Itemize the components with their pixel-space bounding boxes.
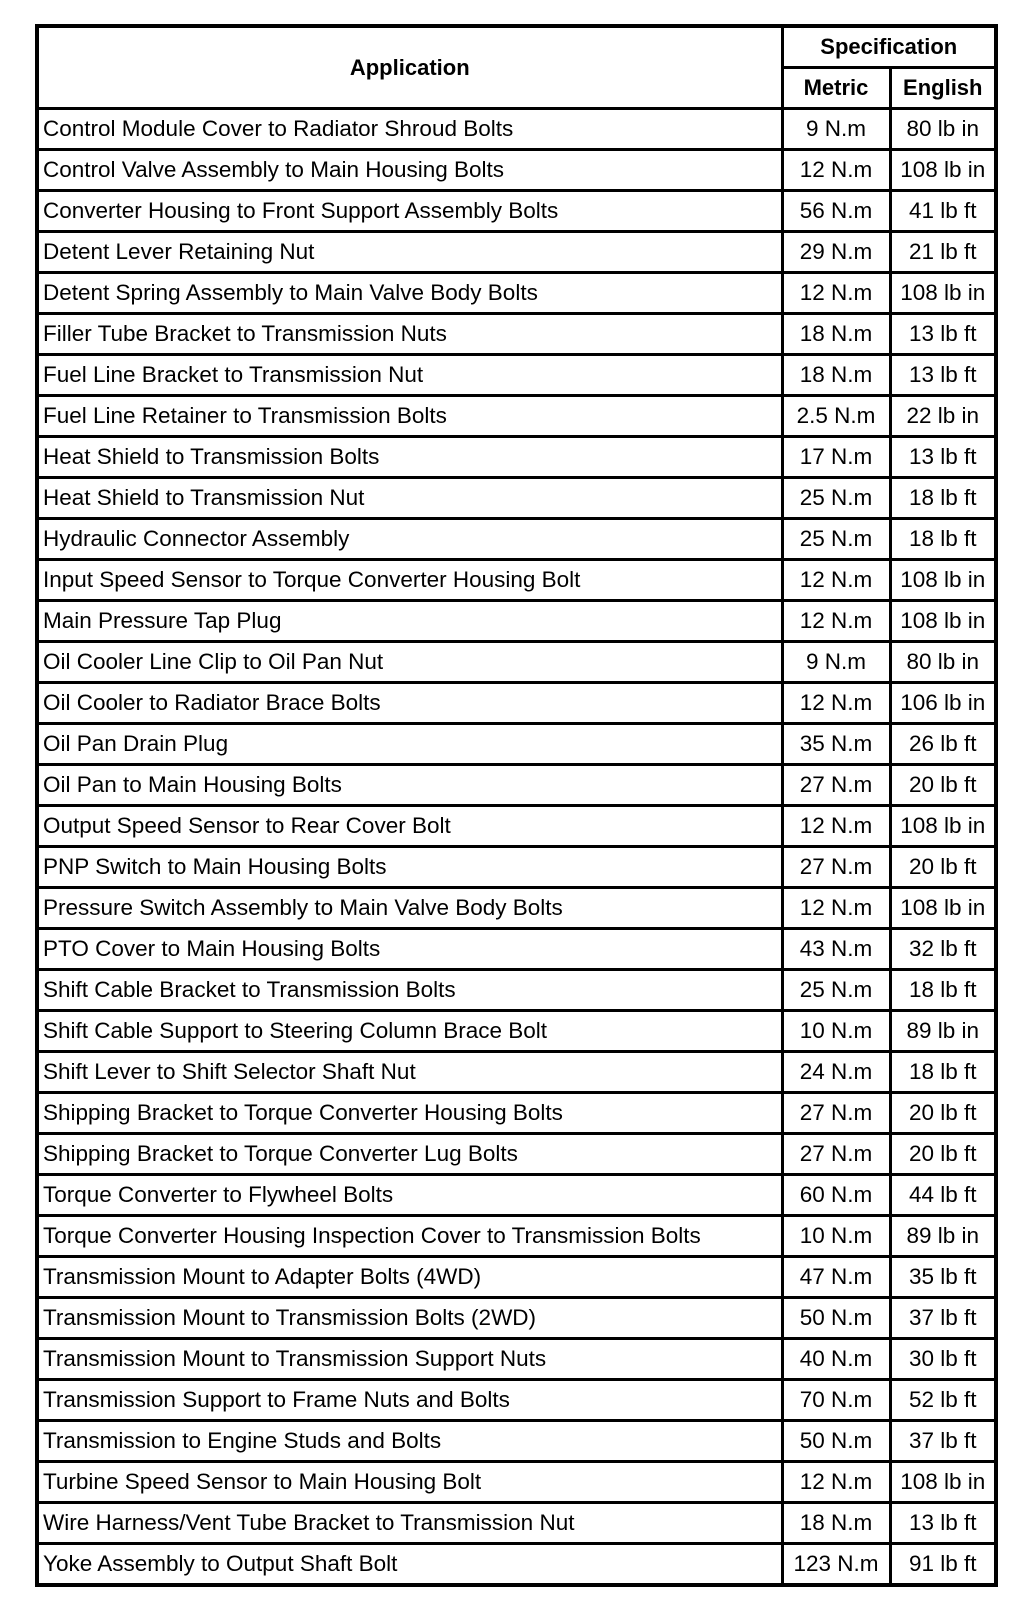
table-header: [37, 26, 996, 109]
table-row: [37, 601, 996, 642]
english-cell: 18 lb ft: [890, 970, 996, 1011]
english-cell: 13 lb ft: [890, 1503, 996, 1544]
table-row: [37, 232, 996, 273]
application-cell: Oil Pan to Main Housing Bolts: [37, 765, 782, 806]
english-cell: 26 lb ft: [890, 724, 996, 765]
metric-cell: 56 N.m: [782, 191, 890, 232]
application-cell: Oil Cooler Line Clip to Oil Pan Nut: [37, 642, 782, 683]
english-cell: 32 lb ft: [890, 929, 996, 970]
application-cell: Fuel Line Retainer to Transmission Bolts: [37, 396, 782, 437]
application-cell: Output Speed Sensor to Rear Cover Bolt: [37, 806, 782, 847]
metric-cell: 25 N.m: [782, 970, 890, 1011]
english-cell: 13 lb ft: [890, 314, 996, 355]
application-cell: Turbine Speed Sensor to Main Housing Bolt: [37, 1462, 782, 1503]
metric-cell: 12 N.m: [782, 560, 890, 601]
table-row: [37, 1216, 996, 1257]
application-cell: Control Module Cover to Radiator Shroud Bolts: [37, 109, 782, 150]
metric-cell: 60 N.m: [782, 1175, 890, 1216]
metric-cell: 12 N.m: [782, 683, 890, 724]
table-row: [37, 1011, 996, 1052]
metric-cell: 25 N.m: [782, 519, 890, 560]
table-row: [37, 765, 996, 806]
table-row: [37, 847, 996, 888]
application-cell: Hydraulic Connector Assembly: [37, 519, 782, 560]
application-cell: Transmission Mount to Transmission Bolts (2WD): [37, 1298, 782, 1339]
application-cell: Detent Spring Assembly to Main Valve Body Bolts: [37, 273, 782, 314]
table-row: [37, 683, 996, 724]
table-row: [37, 1134, 996, 1175]
metric-cell: 2.5 N.m: [782, 396, 890, 437]
metric-cell: 47 N.m: [782, 1257, 890, 1298]
table-row: [37, 1462, 996, 1503]
table-row: [37, 724, 996, 765]
application-cell: Heat Shield to Transmission Bolts: [37, 437, 782, 478]
english-cell: 18 lb ft: [890, 1052, 996, 1093]
table-row: [37, 314, 996, 355]
english-cell: 80 lb in: [890, 109, 996, 150]
metric-cell: 18 N.m: [782, 314, 890, 355]
metric-cell: 12 N.m: [782, 273, 890, 314]
metric-cell: 50 N.m: [782, 1421, 890, 1462]
metric-cell: 12 N.m: [782, 806, 890, 847]
english-cell: 13 lb ft: [890, 355, 996, 396]
application-cell: Yoke Assembly to Output Shaft Bolt: [37, 1544, 782, 1586]
metric-cell: 10 N.m: [782, 1011, 890, 1052]
english-cell: 44 lb ft: [890, 1175, 996, 1216]
application-cell: Detent Lever Retaining Nut: [37, 232, 782, 273]
table-row: [37, 1298, 996, 1339]
table-row: [37, 355, 996, 396]
table-row: [37, 437, 996, 478]
header-application: Application: [37, 26, 782, 109]
table-row: [37, 1093, 996, 1134]
application-cell: Transmission to Engine Studs and Bolts: [37, 1421, 782, 1462]
english-cell: 41 lb ft: [890, 191, 996, 232]
metric-cell: 12 N.m: [782, 150, 890, 191]
metric-cell: 43 N.m: [782, 929, 890, 970]
english-cell: 91 lb ft: [890, 1544, 996, 1586]
table-row: [37, 191, 996, 232]
application-cell: Shift Cable Support to Steering Column Brace Bolt: [37, 1011, 782, 1052]
application-cell: Shift Lever to Shift Selector Shaft Nut: [37, 1052, 782, 1093]
application-cell: Main Pressure Tap Plug: [37, 601, 782, 642]
table-row: [37, 1339, 996, 1380]
table-row: [37, 1503, 996, 1544]
metric-cell: 70 N.m: [782, 1380, 890, 1421]
english-cell: 18 lb ft: [890, 519, 996, 560]
english-cell: 20 lb ft: [890, 847, 996, 888]
table-row: [37, 970, 996, 1011]
table-row: [37, 806, 996, 847]
metric-cell: 35 N.m: [782, 724, 890, 765]
english-cell: 37 lb ft: [890, 1298, 996, 1339]
english-cell: 37 lb ft: [890, 1421, 996, 1462]
table-row: [37, 642, 996, 683]
table-row: [37, 1380, 996, 1421]
header-metric: Metric: [782, 68, 890, 109]
metric-cell: 24 N.m: [782, 1052, 890, 1093]
table-row: [37, 929, 996, 970]
metric-cell: 50 N.m: [782, 1298, 890, 1339]
english-cell: 108 lb in: [890, 601, 996, 642]
metric-cell: 27 N.m: [782, 847, 890, 888]
table-row: [37, 1421, 996, 1462]
metric-cell: 9 N.m: [782, 109, 890, 150]
metric-cell: 27 N.m: [782, 1093, 890, 1134]
metric-cell: 27 N.m: [782, 1134, 890, 1175]
metric-cell: 12 N.m: [782, 888, 890, 929]
english-cell: 20 lb ft: [890, 765, 996, 806]
application-cell: Input Speed Sensor to Torque Converter Housing Bolt: [37, 560, 782, 601]
table-row: [37, 273, 996, 314]
english-cell: 108 lb in: [890, 806, 996, 847]
torque-specification-table: [35, 24, 998, 1587]
application-cell: Fuel Line Bracket to Transmission Nut: [37, 355, 782, 396]
table-row: [37, 1257, 996, 1298]
application-cell: Transmission Support to Frame Nuts and Bolts: [37, 1380, 782, 1421]
application-cell: PTO Cover to Main Housing Bolts: [37, 929, 782, 970]
table-row: [37, 396, 996, 437]
english-cell: 108 lb in: [890, 273, 996, 314]
english-cell: 89 lb in: [890, 1011, 996, 1052]
application-cell: Oil Cooler to Radiator Brace Bolts: [37, 683, 782, 724]
english-cell: 52 lb ft: [890, 1380, 996, 1421]
table-row: [37, 1052, 996, 1093]
application-cell: Transmission Mount to Transmission Support Nuts: [37, 1339, 782, 1380]
application-cell: Pressure Switch Assembly to Main Valve Body Bolts: [37, 888, 782, 929]
application-cell: Converter Housing to Front Support Assembly Bolts: [37, 191, 782, 232]
application-cell: Oil Pan Drain Plug: [37, 724, 782, 765]
application-cell: Transmission Mount to Adapter Bolts (4WD): [37, 1257, 782, 1298]
metric-cell: 17 N.m: [782, 437, 890, 478]
metric-cell: 18 N.m: [782, 1503, 890, 1544]
table-row: [37, 478, 996, 519]
table-row: [37, 560, 996, 601]
english-cell: 22 lb in: [890, 396, 996, 437]
application-cell: PNP Switch to Main Housing Bolts: [37, 847, 782, 888]
english-cell: 21 lb ft: [890, 232, 996, 273]
application-cell: Control Valve Assembly to Main Housing Bolts: [37, 150, 782, 191]
application-cell: Heat Shield to Transmission Nut: [37, 478, 782, 519]
table-row: [37, 888, 996, 929]
metric-cell: 9 N.m: [782, 642, 890, 683]
table-row: [37, 109, 996, 150]
english-cell: 108 lb in: [890, 888, 996, 929]
metric-cell: 29 N.m: [782, 232, 890, 273]
application-cell: Filler Tube Bracket to Transmission Nuts: [37, 314, 782, 355]
application-cell: Shipping Bracket to Torque Converter Housing Bolts: [37, 1093, 782, 1134]
metric-cell: 123 N.m: [782, 1544, 890, 1586]
metric-cell: 18 N.m: [782, 355, 890, 396]
application-cell: Shipping Bracket to Torque Converter Lug Bolts: [37, 1134, 782, 1175]
metric-cell: 12 N.m: [782, 1462, 890, 1503]
english-cell: 13 lb ft: [890, 437, 996, 478]
english-cell: 108 lb in: [890, 560, 996, 601]
english-cell: 20 lb ft: [890, 1134, 996, 1175]
metric-cell: 40 N.m: [782, 1339, 890, 1380]
english-cell: 108 lb in: [890, 150, 996, 191]
header-english: English: [890, 68, 996, 109]
english-cell: 106 lb in: [890, 683, 996, 724]
application-cell: Wire Harness/Vent Tube Bracket to Transmission Nut: [37, 1503, 782, 1544]
english-cell: 108 lb in: [890, 1462, 996, 1503]
english-cell: 35 lb ft: [890, 1257, 996, 1298]
table-row: [37, 150, 996, 191]
table-row: [37, 1175, 996, 1216]
english-cell: 20 lb ft: [890, 1093, 996, 1134]
english-cell: 89 lb in: [890, 1216, 996, 1257]
metric-cell: 25 N.m: [782, 478, 890, 519]
metric-cell: 27 N.m: [782, 765, 890, 806]
english-cell: 18 lb ft: [890, 478, 996, 519]
application-cell: Shift Cable Bracket to Transmission Bolts: [37, 970, 782, 1011]
metric-cell: 12 N.m: [782, 601, 890, 642]
english-cell: 30 lb ft: [890, 1339, 996, 1380]
metric-cell: 10 N.m: [782, 1216, 890, 1257]
application-cell: Torque Converter to Flywheel Bolts: [37, 1175, 782, 1216]
header-specification: Specification: [782, 26, 996, 68]
table-row: [37, 519, 996, 560]
table-body: [37, 109, 996, 1586]
english-cell: 80 lb in: [890, 642, 996, 683]
application-cell: Torque Converter Housing Inspection Cover to Transmission Bolts: [37, 1216, 782, 1257]
table-row: [37, 1544, 996, 1586]
